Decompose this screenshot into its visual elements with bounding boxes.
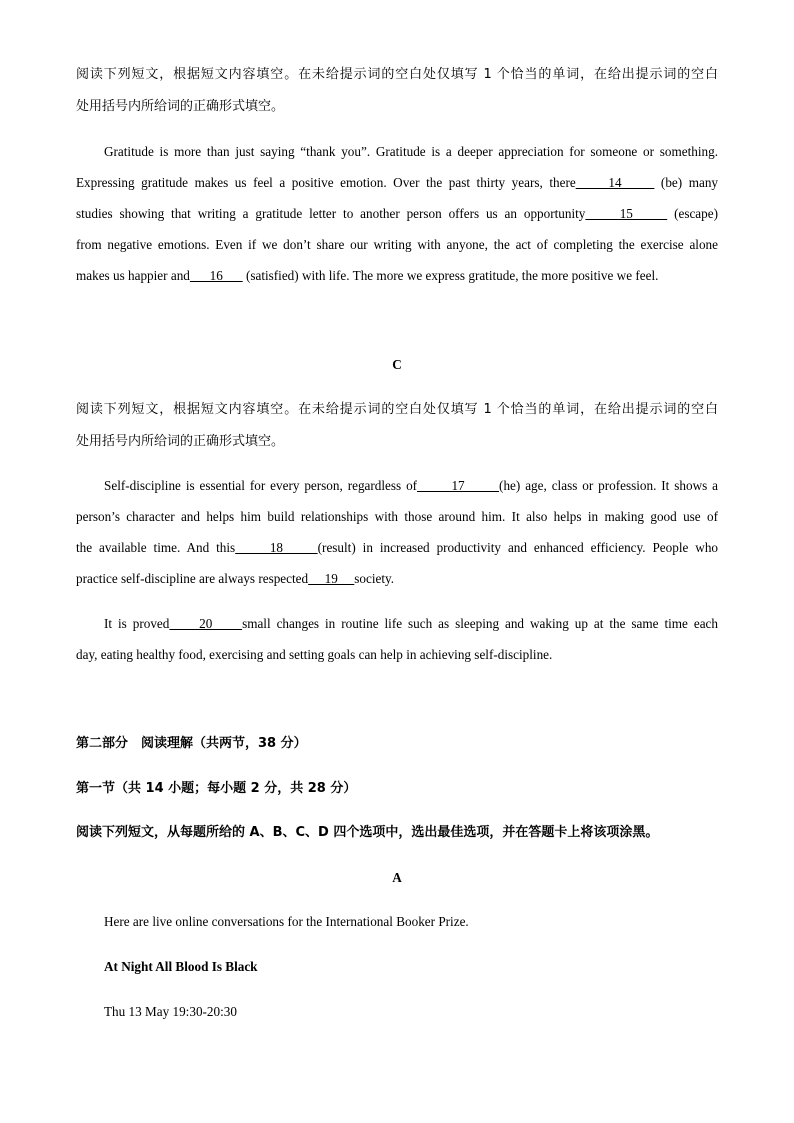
passage-b-text: makes us happier and <box>76 268 190 283</box>
passage-a-heading: A <box>392 870 402 885</box>
passage-b-text: (escape) <box>667 206 719 221</box>
section-b-instruction-line-1: 阅读下列短文，根据短文内容填空。在未给提示词的空白处仅填写 1 个恰当的单词，在给出提示词的空白 <box>76 67 718 82</box>
passage-c-text: practice self-discipline are always respected <box>76 571 309 586</box>
passage-b-text: (satisfied) with life. The more we express gratitude, the more positive we feel. <box>242 268 659 283</box>
passage-c-line-2: person’s character and helps him build relationships with those around him. It also helps in making good use of <box>76 509 718 524</box>
blank-18: 18 <box>235 540 318 555</box>
passage-b-text: studies showing that writing a gratitude letter to another person offers us an opportunity <box>76 206 586 221</box>
passage-c-p2-line-1 <box>104 615 718 633</box>
blank-16: 16 <box>189 268 243 283</box>
passage-b-text: (be) many <box>654 175 719 190</box>
passage-b-line-2 <box>76 174 718 192</box>
passage-c-text: It is proved <box>104 616 170 631</box>
blank-19: 19 <box>308 571 355 586</box>
blank-20: 20 <box>169 616 243 631</box>
passage-c-line-3 <box>76 539 718 557</box>
part-two-title: 第二部分 阅读理解（共两节，38 分） <box>76 736 307 751</box>
passage-b-line-3 <box>76 205 718 223</box>
passage-c-text: (he) age, class or profession. It shows a <box>499 478 719 493</box>
passage-b-line-4: from negative emotions. Even if we don’t share our writing with anyone, the act of completing the exercise alone <box>76 237 718 252</box>
section-c-instruction-line-1: 阅读下列短文，根据短文内容填空。在未给提示词的空白处仅填写 1 个恰当的单词，在给出提示词的空白 <box>76 402 718 417</box>
passage-b-text: Expressing gratitude makes us feel a positive emotion. Over the past thirty years, there <box>76 175 576 190</box>
section-one-title: 第一节（共 14 小题；每小题 2 分，共 28 分） <box>76 781 357 796</box>
passage-b-line-1: Gratitude is more than just saying “thank you”. Gratitude is a deeper appreciation for someone or something. <box>104 144 718 159</box>
passage-c-text: the available time. And this <box>76 540 236 555</box>
passage-c-p2-line-2: day, eating healthy food, exercising and setting goals can help in achieving self-discipline. <box>76 647 553 662</box>
passage-a-intro: Here are live online conversations for the International Booker Prize. <box>104 914 469 929</box>
section-c-heading: C <box>392 357 402 372</box>
passage-c-text: society. <box>354 571 395 586</box>
passage-c-text: small changes in routine life such as sleeping and waking up at the same time each <box>242 616 718 631</box>
passage-c-text: Self-discipline is essential for every person, regardless of <box>104 478 418 493</box>
book-title: At Night All Blood Is Black <box>104 959 258 974</box>
blank-14: 14 <box>575 175 655 190</box>
passage-b-line-5 <box>76 267 718 285</box>
passage-c-line-1 <box>104 477 718 495</box>
event-date-time: Thu 13 May 19:30-20:30 <box>104 1004 237 1019</box>
blank-17: 17 <box>417 478 500 493</box>
blank-15: 15 <box>585 206 668 221</box>
passage-c-text: (result) in increased productivity and enhanced efficiency. People who <box>317 540 719 555</box>
reading-instruction: 阅读下列短文，从每题所给的 A、B、C、D 四个选项中，选出最佳选项，并在答题卡上将该项涂黑。 <box>76 825 659 840</box>
passage-c-line-4 <box>76 570 718 588</box>
section-c-instruction-line-2: 处用括号内所给词的正确形式填空。 <box>76 434 285 449</box>
section-b-instruction-line-2: 处用括号内所给词的正确形式填空。 <box>76 99 285 114</box>
